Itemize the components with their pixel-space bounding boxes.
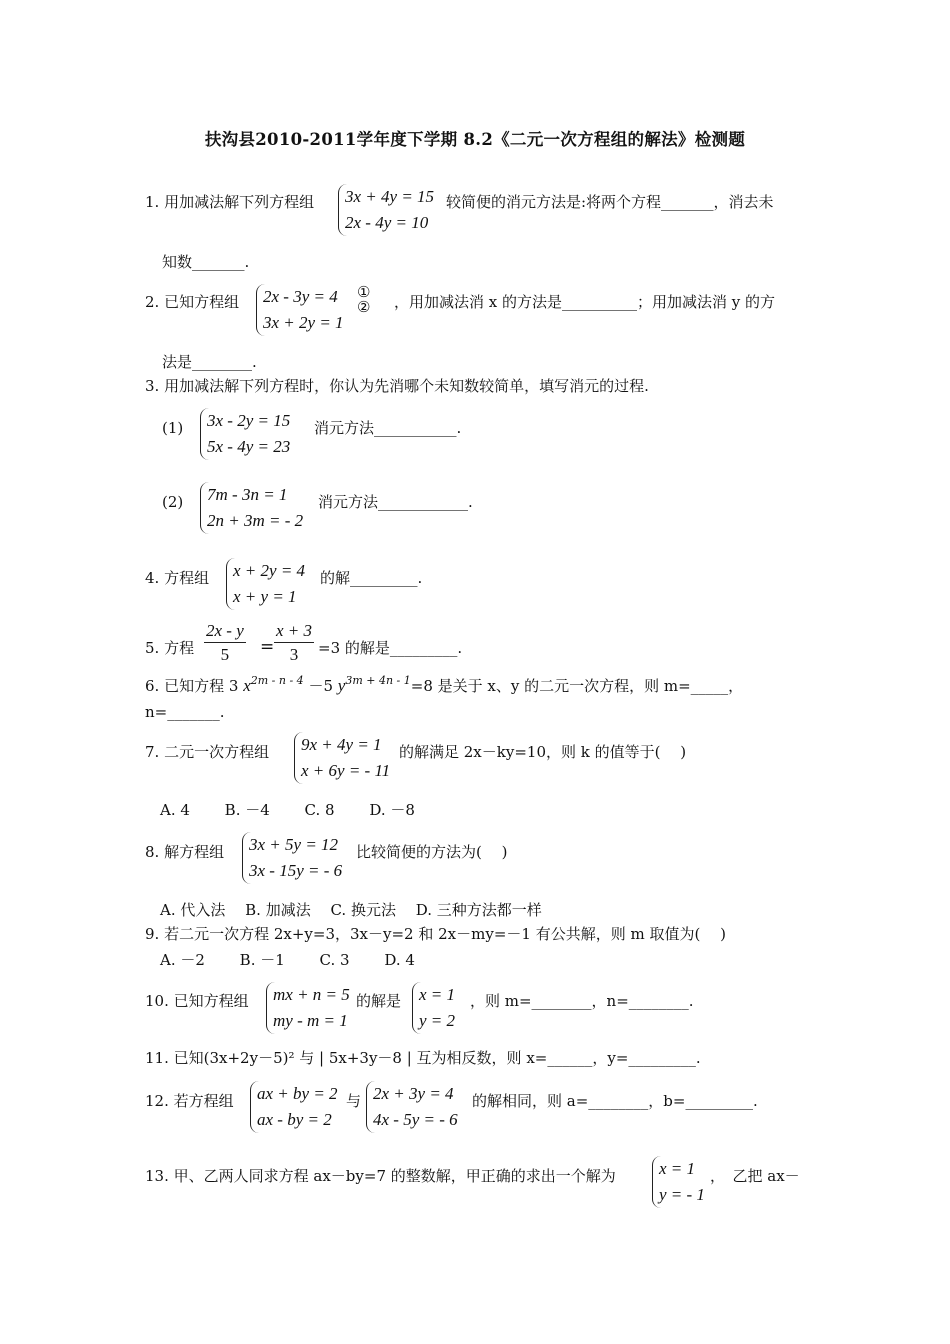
q6-x: x — [243, 676, 251, 695]
q13-prefix: 13. 甲、乙两人同求方程 ax－by=7 的整数解，甲正确的求出一个解为 — [145, 1167, 616, 1185]
q2-mark-2: ② — [357, 298, 371, 316]
q9-options: A. －2 B. －1 C. 3 D. 4 — [160, 951, 415, 969]
q12-f1: 2x + 3y = 4 — [373, 1084, 454, 1103]
q1-eq2: 2x - 4y = 10 — [345, 213, 429, 232]
q3-p2-eq2: 2n + 3m = - 2 — [207, 511, 304, 530]
q6-exponent-2: 3m + 4n - 1 — [345, 674, 411, 687]
q6-line2: n=_______. — [145, 703, 225, 721]
page-title: 扶沟县2010-2011学年度下学期 8.2《二元一次方程组的解法》检测题 — [204, 130, 746, 149]
q7-suffix: 的解满足 2x－ky=10，则 k 的值等于( ) — [399, 743, 687, 761]
q10-s2: y = 2 — [419, 1011, 456, 1030]
q3-p2-eq1: 7m - 3n = 1 — [207, 485, 288, 504]
q4-system — [226, 558, 305, 610]
q10-s1: x = 1 — [419, 985, 456, 1004]
q1-suffix: 较简便的消元方法是:将两个方程_______，消去未 — [446, 193, 774, 211]
q6-part-a: 6. 已知方程 3 — [145, 677, 239, 695]
q4-eq1: x + 2y = 4 — [233, 561, 306, 580]
q6-exponent-1: 2m - n - 4 — [250, 674, 304, 687]
q10-eq2: my - m = 1 — [273, 1011, 348, 1030]
q2-mark-1: ① — [357, 283, 371, 301]
q5-prefix: 5. 方程 — [145, 639, 195, 657]
q5-den2: 3 — [289, 645, 299, 664]
q2-line2: 法是________. — [162, 353, 257, 371]
q13-solution — [652, 1156, 705, 1208]
q3-p1-system — [200, 408, 290, 460]
q11-text: 11. 已知(3x+2y－5)² 与 | 5x+3y－8 | 互为相反数，则 x=______，y=_________. — [145, 1049, 701, 1067]
q9-text: 9. 若二元一次方程 2x+y=3，3x－y=2 和 2x－my=－1 有公共解，则 m 取值为( ) — [145, 925, 726, 943]
q3-p2-suffix: 消元方法____________. — [318, 493, 473, 511]
q5-num2: x + 3 — [274, 620, 314, 643]
q1-eq1: 3x + 4y = 15 — [345, 187, 435, 206]
q2-eq1: 2x - 3y = 4 — [263, 287, 338, 306]
q10-system — [266, 982, 350, 1034]
q12-eq2: ax - by = 2 — [257, 1110, 332, 1129]
q4-suffix: 的解_________. — [320, 569, 423, 587]
q1-line2: 知数_______. — [162, 253, 250, 271]
q3-p1-eq2: 5x - 4y = 23 — [207, 437, 291, 456]
q2-suffix: ，用加减法消 x 的方法是__________；用加减法消 y 的方 — [394, 293, 776, 311]
q8-options: A. 代入法 B. 加减法 C. 换元法 D. 三种方法都一样 — [160, 901, 542, 919]
q10-mid: 的解是 — [356, 992, 402, 1010]
q5-den1: 5 — [220, 645, 230, 664]
q12-mid: 与 — [346, 1092, 362, 1110]
q3-p1-label: (1) — [162, 419, 184, 437]
q7-options: A. 4 B. －4 C. 8 D. －8 — [160, 801, 415, 819]
q12-eq1: ax + by = 2 — [257, 1084, 338, 1103]
q10-suffix: ，则 m=________，n=________. — [470, 992, 694, 1010]
q7-eq1: 9x + 4y = 1 — [301, 735, 382, 754]
q8-eq1: 3x + 5y = 12 — [249, 835, 339, 854]
q5-equals: = — [260, 637, 275, 657]
q10-prefix: 10. 已知方程组 — [145, 992, 249, 1010]
q12-suffix: 的解相同，则 a=________，b=_________. — [472, 1092, 758, 1110]
q12-system-2 — [366, 1081, 458, 1133]
q7-eq2: x + 6y = - 11 — [301, 761, 391, 780]
q10-solution — [412, 982, 455, 1034]
q3-p2-label: (2) — [162, 493, 184, 511]
q3-p1-suffix: 消元方法___________. — [314, 419, 462, 437]
q4-prefix: 4. 方程组 — [145, 569, 210, 587]
q8-system — [242, 832, 342, 884]
q13-s1: x = 1 — [659, 1159, 696, 1178]
q7-prefix: 7. 二元一次方程组 — [145, 743, 270, 761]
q8-suffix: 比较简便的方法为( ) — [356, 843, 508, 861]
q10-eq1: mx + n = 5 — [273, 985, 350, 1004]
q13-suffix: ， 乙把 ax－ — [710, 1167, 800, 1185]
q12-f2: 4x - 5y = - 6 — [373, 1110, 458, 1129]
q2-system — [256, 284, 344, 336]
q3-p1-eq1: 3x - 2y = 15 — [207, 411, 291, 430]
q3-text: 3. 用加减法解下列方程时，你认为先消哪个未知数较简单，填写消元的过程. — [145, 377, 649, 395]
q6-line1 — [145, 676, 743, 698]
q6-y: y — [337, 676, 346, 695]
q8-prefix: 8. 解方程组 — [145, 843, 225, 861]
q5-fraction-1 — [204, 620, 246, 667]
q5-suffix: =3 的解是_________. — [318, 639, 463, 657]
q6-part-c: =8 是关于 x、y 的二元一次方程，则 m=_____， — [410, 677, 744, 695]
q13-s2: y = - 1 — [659, 1185, 705, 1204]
q5-num1: 2x - y — [204, 620, 246, 643]
q6-part-b: －5 — [308, 677, 333, 695]
q2-eq2: 3x + 2y = 1 — [263, 313, 344, 332]
q1-prefix: 1. 用加减法解下列方程组 — [145, 193, 315, 211]
q7-system — [294, 732, 390, 784]
q1-system — [338, 184, 434, 236]
q3-p2-system — [200, 482, 303, 534]
q8-eq2: 3x - 15y = - 6 — [249, 861, 343, 880]
q12-system-1 — [250, 1081, 338, 1133]
q5-fraction-2 — [274, 620, 314, 667]
q4-eq2: x + y = 1 — [233, 587, 297, 606]
q12-prefix: 12. 若方程组 — [145, 1092, 234, 1110]
q2-prefix: 2. 已知方程组 — [145, 293, 240, 311]
